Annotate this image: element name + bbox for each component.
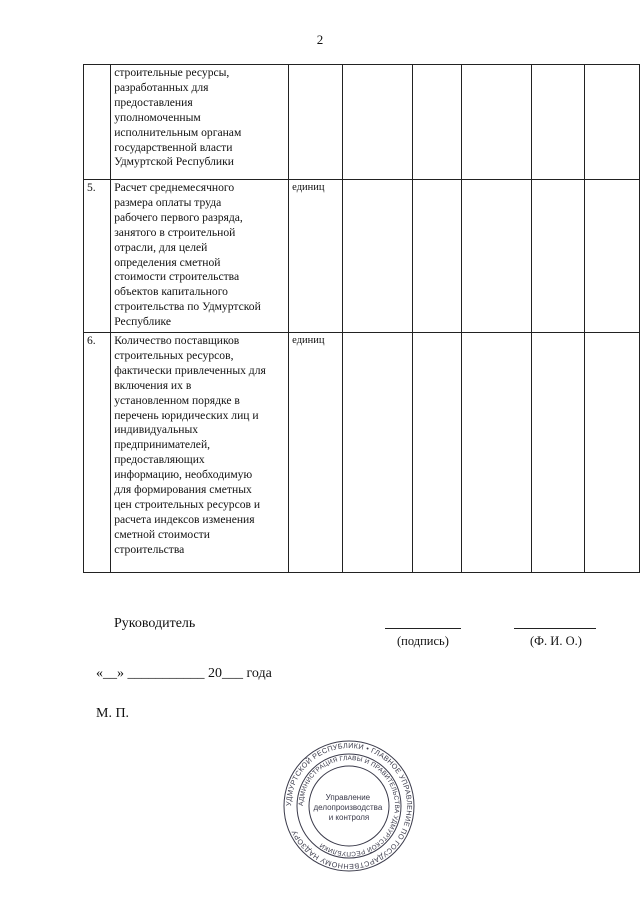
value-cell <box>584 65 640 180</box>
description-line: перечень юридических лиц и <box>114 408 259 422</box>
indicator-description <box>111 333 289 573</box>
row-number: 5. <box>84 180 111 333</box>
table-row <box>84 65 640 180</box>
value-cell <box>531 180 584 333</box>
seal-center-line-1: Управление <box>325 793 371 802</box>
value-cell <box>413 333 462 573</box>
description-line: стоимости строительства <box>114 270 240 284</box>
indicator-description <box>111 65 289 180</box>
name-line <box>514 628 596 629</box>
seal-inner-text: АДМИНИСТРАЦИЯ ГЛАВЫ И ПРАВИТЕЛЬСТВА УДМУРТСКОЙ РЕСПУБЛИКИ <box>297 754 401 858</box>
description-line: уполномоченным <box>114 110 201 124</box>
description-line: рабочего первого разряда, <box>114 210 243 224</box>
page-number: 2 <box>316 32 324 47</box>
description-line: строительства <box>114 542 185 556</box>
description-line: индивидуальных <box>114 423 199 437</box>
value-cell <box>461 180 531 333</box>
value-cell <box>342 333 412 573</box>
description-line: строительных ресурсов, <box>114 348 234 362</box>
description-line: цен строительных ресурсов и <box>114 497 261 511</box>
description-line: установленном порядке в <box>114 393 240 407</box>
description-line: предпринимателей, <box>114 438 211 452</box>
description-line: Количество поставщиков <box>114 334 240 347</box>
indicators-table <box>83 64 640 573</box>
table-row <box>84 333 640 573</box>
value-cell <box>584 333 640 573</box>
value-cell <box>531 65 584 180</box>
head-label: Руководитель <box>114 616 196 631</box>
indicator-description <box>111 180 289 333</box>
value-cell <box>531 333 584 573</box>
description-line: Республике <box>114 315 172 329</box>
description-line: отрасли, для целей <box>114 240 208 254</box>
name-caption: (Ф. И. О.) <box>530 634 582 648</box>
row-number: 6. <box>84 333 111 573</box>
description-line: занятого в строительной <box>114 225 236 239</box>
seal-place-label: М. П. <box>96 706 130 721</box>
official-seal <box>283 740 415 872</box>
description-line: сметной стоимости <box>114 527 210 541</box>
description-line: Расчет среднемесячного <box>114 181 235 194</box>
unit-of-measure <box>289 65 343 180</box>
description-line: включения их в <box>114 378 192 392</box>
svg-text:Управление делопроизводств <box>313 793 384 822</box>
unit-of-measure: единиц <box>289 333 343 573</box>
signature-caption: (подпись) <box>397 634 449 648</box>
description-line: расчета индексов изменения <box>114 512 255 526</box>
table-row <box>84 180 640 333</box>
table-body <box>84 65 640 573</box>
value-cell <box>584 180 640 333</box>
unit-of-measure: единиц <box>289 180 343 333</box>
value-cell <box>342 180 412 333</box>
description-line: строительные ресурсы, <box>114 66 230 79</box>
description-line: размера оплаты труда <box>114 195 222 209</box>
description-line: предоставления <box>114 95 193 109</box>
date-line: «__» ___________ 20___ года <box>96 666 272 681</box>
value-cell <box>413 65 462 180</box>
description-line: строительства по Удмуртской <box>114 300 261 314</box>
description-line: объектов капитального <box>114 285 228 299</box>
signature-line <box>385 628 461 629</box>
signature-block <box>0 614 640 654</box>
description-line: государственной власти <box>114 140 233 154</box>
value-cell <box>461 65 531 180</box>
description-line: определения сметной <box>114 255 221 269</box>
value-cell <box>342 65 412 180</box>
seal-center-line-2: делопроизводства <box>313 803 383 812</box>
value-cell <box>461 333 531 573</box>
seal-center-line-3: и контроля <box>328 813 370 822</box>
description-line: для формирования сметных <box>114 483 252 497</box>
description-line: Удмуртской Республики <box>114 155 234 169</box>
description-line: разработанных для <box>114 80 209 94</box>
description-line: исполнительным органам <box>114 125 242 139</box>
description-line: фактически привлеченных для <box>114 363 266 377</box>
value-cell <box>413 180 462 333</box>
description-line: предоставляющих <box>114 453 205 467</box>
row-number <box>84 65 111 180</box>
seal-outer-text: УДМУРТСКОЙ РЕСПУБЛИКИ • ГЛАВНОЕ УПРАВЛЕНИЕ ПО ГОСУДАРСТВЕННОМУ НАДЗОРУ <box>283 740 415 872</box>
description-line: информацию, необходимую <box>114 468 253 482</box>
